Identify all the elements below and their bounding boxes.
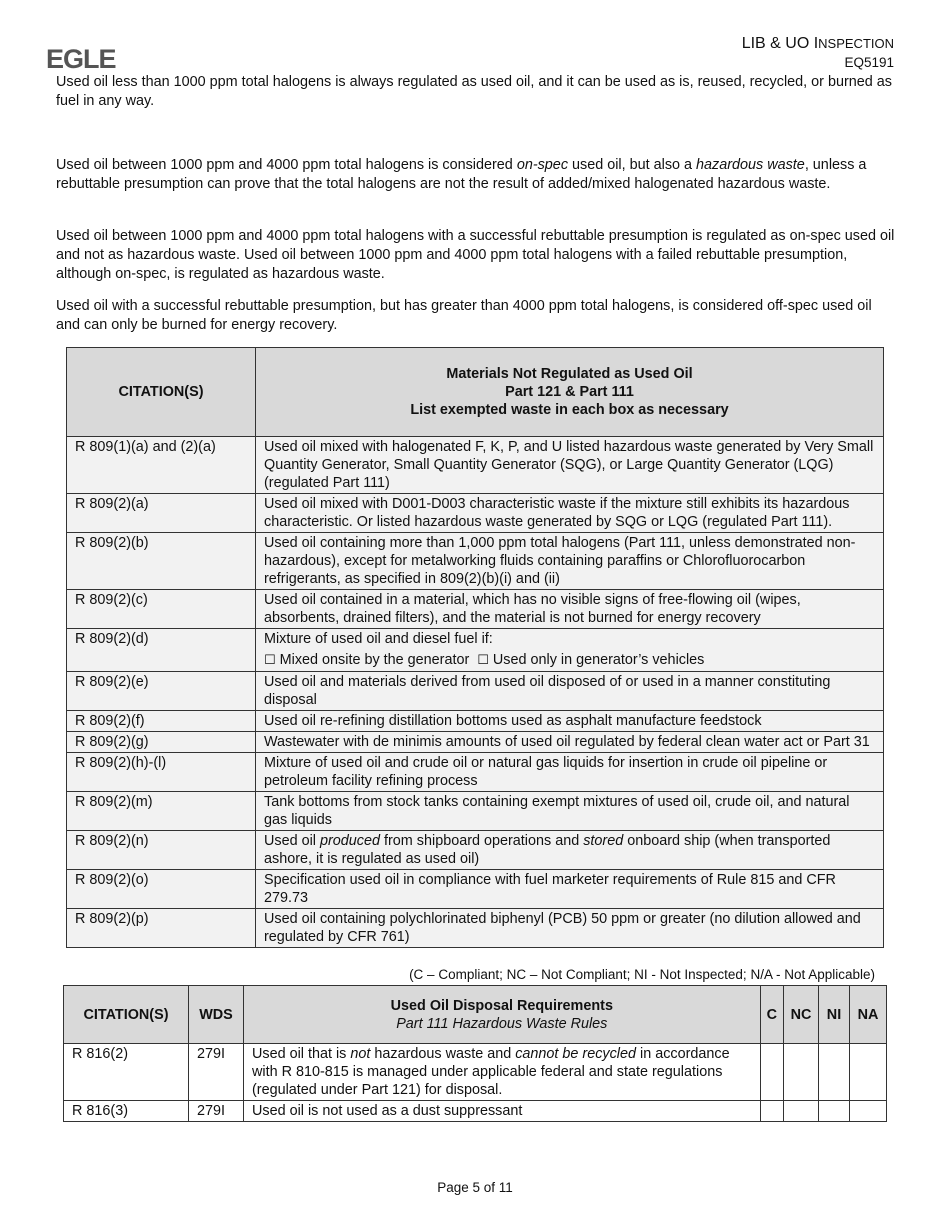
na-column-header: NA — [850, 986, 887, 1044]
ni-checkbox-cell[interactable] — [819, 1044, 850, 1101]
paragraph-halogens-low: Used oil less than 1000 ppm total halogens is always regulated as used oil, and it can be used as is, reused, recycled, or burned as fuel in any way. — [56, 74, 892, 109]
table-row: R 809(2)(d) Mixture of used oil and diesel fuel if: ☐ Mixed onsite by the generator ☐ Used only in generator’s vehicles — [67, 629, 884, 672]
checkbox-generator-vehicles[interactable]: ☐ — [477, 653, 489, 668]
table-row: R 809(2)(n) Used oil produced from shipboard operations and stored onboard ship (when transported ashore, it is regulated as used oil) — [67, 831, 884, 870]
table-row: R 809(2)(f) Used oil re-refining distillation bottoms used as asphalt manufacture feedstock — [67, 711, 884, 732]
page-number: Page 5 of 11 — [437, 1180, 513, 1195]
table-row: R 809(1)(a) and (2)(a) Used oil mixed with halogenated F, K, P, and U listed hazardous waste generated by Very Small Quantity Generator, Small Quantity Generator (SQG), or Large Quantity Generator (LQG) (regulated Part 111) — [67, 437, 884, 494]
egle-logo-icon — [46, 45, 128, 71]
nc-checkbox-cell[interactable] — [784, 1044, 819, 1101]
egle-logo — [46, 45, 128, 75]
table-row: R 809(2)(m) Tank bottoms from stock tanks containing exempt mixtures of used oil, crude oil, and natural gas liquids — [67, 792, 884, 831]
citation-column-header: CITATION(S) — [64, 986, 189, 1044]
checkbox-mixed-onsite[interactable]: ☐ — [264, 653, 276, 668]
paragraph-rebuttable: Used oil between 1000 ppm and 4000 ppm total halogens with a successful rebuttable presumption is regulated as on-spec used oil and not as hazardous waste. Used oil between 1000 ppm and 4000 ppm total halogens with a failed rebuttable presumption, although on-spec, is regulated as hazardous waste. — [56, 228, 895, 282]
svg-text:EGLE: EGLE — [46, 45, 116, 71]
ni-checkbox-cell[interactable] — [819, 1101, 850, 1122]
form-number: EQ5191 — [844, 55, 894, 70]
table-row: R 809(2)(o) Specification used oil in compliance with fuel marketer requirements of Rule 815 and CFR 279.73 — [67, 870, 884, 909]
document-title: LIB & UO INSPECTION — [741, 35, 894, 52]
disposal-requirements-table — [63, 985, 887, 1122]
table-row: R 809(2)(b) Used oil containing more than 1,000 ppm total halogens (Part 111, unless demonstrated non-hazardous), except for metalworking fluids containing paraffins or Chlorofluorocarbon refrigerants, as specified in 809(2)(b)(i) and (ii) — [67, 533, 884, 590]
materials-column-header: Materials Not Regulated as Used Oil Part 121 & Part 111 List exempted waste in each box as necessary — [256, 348, 884, 437]
na-checkbox-cell[interactable] — [850, 1044, 887, 1101]
table-row: R 809(2)(a) Used oil mixed with D001-D003 characteristic waste if the mixture still exhibits its hazardous characteristic. Or listed hazardous waste generated by SQG or LQG (regulated Part 111). — [67, 494, 884, 533]
nc-column-header: NC — [784, 986, 819, 1044]
table-header-row — [67, 348, 884, 437]
table-row: R 809(2)(e) Used oil and materials derived from used oil disposed of or used in a manner constituting disposal — [67, 672, 884, 711]
na-checkbox-cell[interactable] — [850, 1101, 887, 1122]
compliance-legend: (C – Compliant; NC – Not Compliant; NI - Not Inspected; N/A - Not Applicable) — [409, 967, 875, 982]
c-column-header: C — [760, 986, 783, 1044]
paragraph-off-spec: Used oil with a successful rebuttable presumption, but has greater than 4000 ppm total halogens, is considered off-spec used oil and can only be burned for energy recovery. — [56, 298, 872, 333]
requirements-column-header: Used Oil Disposal Requirements Part 111 Hazardous Waste Rules — [244, 986, 761, 1044]
materials-not-regulated-table — [66, 347, 884, 948]
table-row: R 809(2)(c) Used oil contained in a material, which has no visible signs of free-flowing oil (wipes, absorbents, drained filters), and the material is not burned for energy recovery — [67, 590, 884, 629]
table-row: R 816(2) 279I Used oil that is not hazardous waste and cannot be recycled in accordance with R 810-815 is managed under applicable federal and state regulations (regulated under Part 121) for disposal. — [64, 1044, 887, 1101]
wds-column-header: WDS — [189, 986, 244, 1044]
c-checkbox-cell[interactable] — [760, 1044, 783, 1101]
table-row: R 809(2)(g) Wastewater with de minimis amounts of used oil regulated by federal clean water act or Part 31 — [67, 732, 884, 753]
table-row: R 809(2)(h)-(l) Mixture of used oil and crude oil or natural gas liquids for insertion in crude oil pipeline or petroleum facility refining process — [67, 753, 884, 792]
nc-checkbox-cell[interactable] — [784, 1101, 819, 1122]
c-checkbox-cell[interactable] — [760, 1101, 783, 1122]
table-row: R 816(3) 279I Used oil is not used as a dust suppressant — [64, 1101, 887, 1122]
paragraph-halogens-mid: Used oil between 1000 ppm and 4000 ppm total halogens is considered on-spec used oil, but also a hazardous waste, unless a rebuttable presumption can prove that the total halogens are not the result of added/mixed halogenated hazardous waste. — [56, 157, 867, 192]
ni-column-header: NI — [819, 986, 850, 1044]
citation-column-header: CITATION(S) — [67, 348, 256, 437]
table-row: R 809(2)(p) Used oil containing polychlorinated biphenyl (PCB) 50 ppm or greater (no dilution allowed and regulated by CFR 761) — [67, 909, 884, 948]
table-header-row — [64, 986, 887, 1044]
